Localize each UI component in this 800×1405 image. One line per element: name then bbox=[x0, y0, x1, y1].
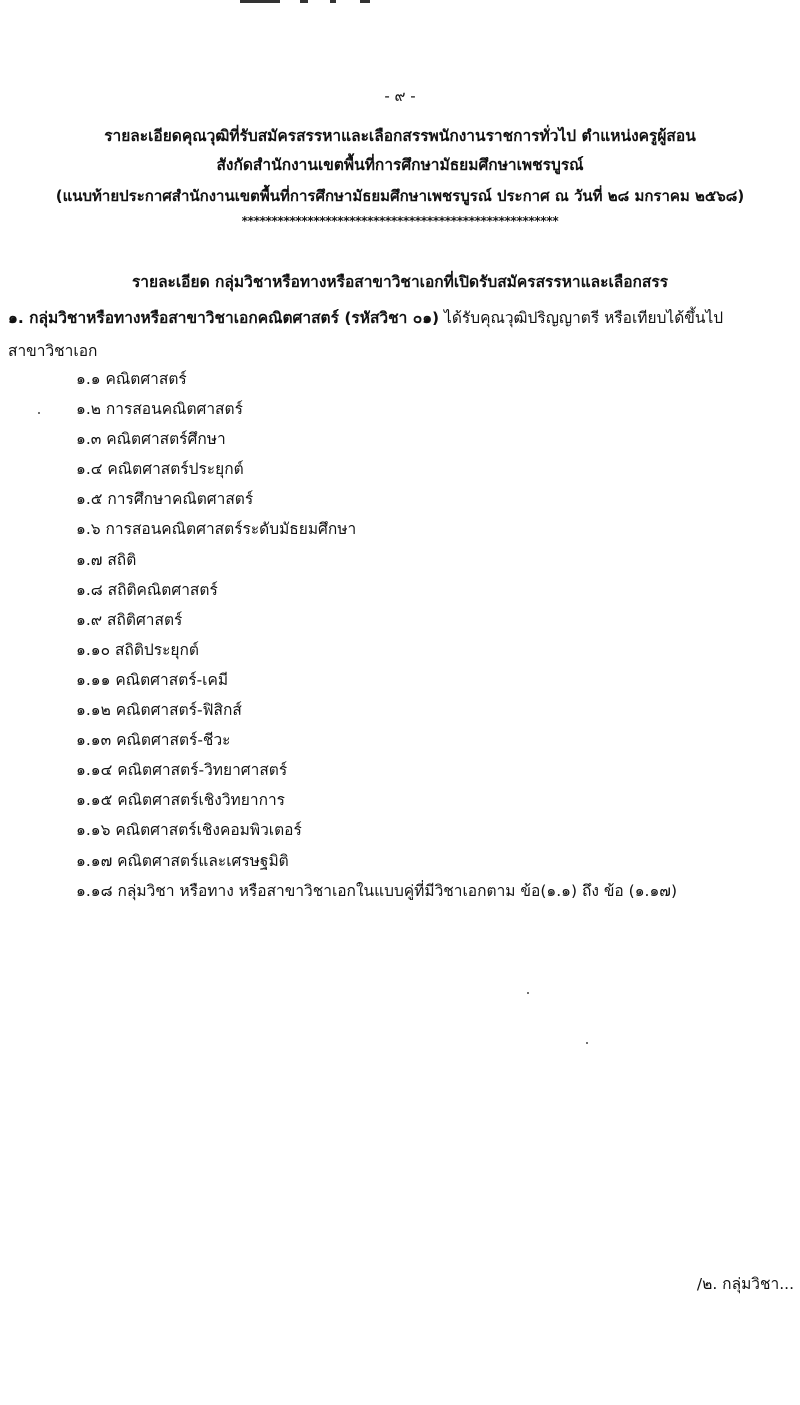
list-item: ๑.๒ การสอนคณิตศาสตร์ bbox=[76, 400, 243, 419]
list-item: ๑.๑๔ คณิตศาสตร์-วิทยาศาสตร์ bbox=[76, 761, 288, 780]
subject-group-line bbox=[8, 305, 723, 330]
list-item: ๑.๑๒ คณิตศาสตร์-ฟิสิกส์ bbox=[76, 701, 242, 720]
list-item: ๑.๑๕ คณิตศาสตร์เชิงวิทยาการ bbox=[76, 791, 285, 810]
list-item: ๑.๑๐ สถิติประยุกต์ bbox=[76, 640, 199, 659]
list-item: ๑.๓ คณิตศาสตร์ศึกษา bbox=[76, 430, 226, 449]
list-item: ๑.๑๓ คณิตศาสตร์-ชีวะ bbox=[76, 731, 231, 750]
majors-label: สาขาวิชาเอก bbox=[8, 342, 98, 360]
subject-group-qualification: ได้รับคุณวุฒิปริญญาตรี หรือเทียบได้ขึ้นไป bbox=[439, 309, 724, 327]
list-item: ๑.๑๖ คณิตศาสตร์เชิงคอมพิวเตอร์ bbox=[76, 821, 302, 840]
separator-stars: ***************************************************** bbox=[241, 214, 559, 228]
subject-group-title: ๑. กลุ่มวิชาหรือทางหรือสาขาวิชาเอกคณิตศาสตร์ (รหัสวิชา ๐๑) bbox=[8, 309, 440, 327]
document-title-line-2: สังกัดสำนักงานเขตพื้นที่การศึกษามัธยมศึกษาเพชรบูรณ์ bbox=[216, 156, 584, 174]
list-item: ๑.๙ สถิติศาสตร์ bbox=[76, 610, 183, 629]
scan-speck bbox=[38, 412, 40, 414]
list-item: ๑.๑๑ คณิตศาสตร์-เคมี bbox=[76, 670, 229, 689]
list-item: ๑.๑๘ กลุ่มวิชา หรือทาง หรือสาขาวิชาเอกในแบบคู่ที่มีวิชาเอกตาม ข้อ(๑.๑) ถึง ข้อ (๑.๑๗) bbox=[76, 881, 678, 900]
section-heading: รายละเอียด กลุ่มวิชาหรือทางหรือสาขาวิชาเอกที่เปิดรับสมัครสรรหาและเลือกสรร bbox=[131, 273, 669, 291]
scan-speck bbox=[586, 1042, 588, 1044]
list-item: ๑.๖ การสอนคณิตศาสตร์ระดับมัธยมศึกษา bbox=[76, 520, 357, 539]
scan-speck bbox=[527, 992, 529, 994]
continuation-note: /๒. กลุ่มวิชา... bbox=[696, 1275, 794, 1293]
page-number: - ๙ - bbox=[384, 87, 416, 105]
list-item: ๑.๗ สถิติ bbox=[76, 550, 137, 569]
majors-list bbox=[76, 368, 677, 910]
list-item: ๑.๑๗ คณิตศาสตร์และเศรษฐมิติ bbox=[76, 851, 289, 870]
scan-artifact-top bbox=[240, 0, 400, 4]
document-title-line-3: (แนบท้ายประกาศสำนักงานเขตพื้นที่การศึกษามัธยมศึกษาเพชรบูรณ์ ประกาศ ณ วันที่ ๒๘ มกราคม ๒๕๖๘) bbox=[55, 187, 745, 205]
list-item: ๑.๔ คณิตศาสตร์ประยุกต์ bbox=[76, 460, 244, 479]
list-item: ๑.๑ คณิตศาสตร์ bbox=[76, 370, 187, 388]
document-title-line-1: รายละเอียดคุณวุฒิที่รับสมัครสรรหาและเลือกสรรพนักงานราชการทั่วไป ตำแหน่งครูผู้สอน bbox=[104, 127, 696, 145]
list-item: ๑.๕ การศึกษาคณิตศาสตร์ bbox=[76, 490, 254, 509]
list-item: ๑.๘ สถิติคณิตศาสตร์ bbox=[76, 580, 218, 599]
